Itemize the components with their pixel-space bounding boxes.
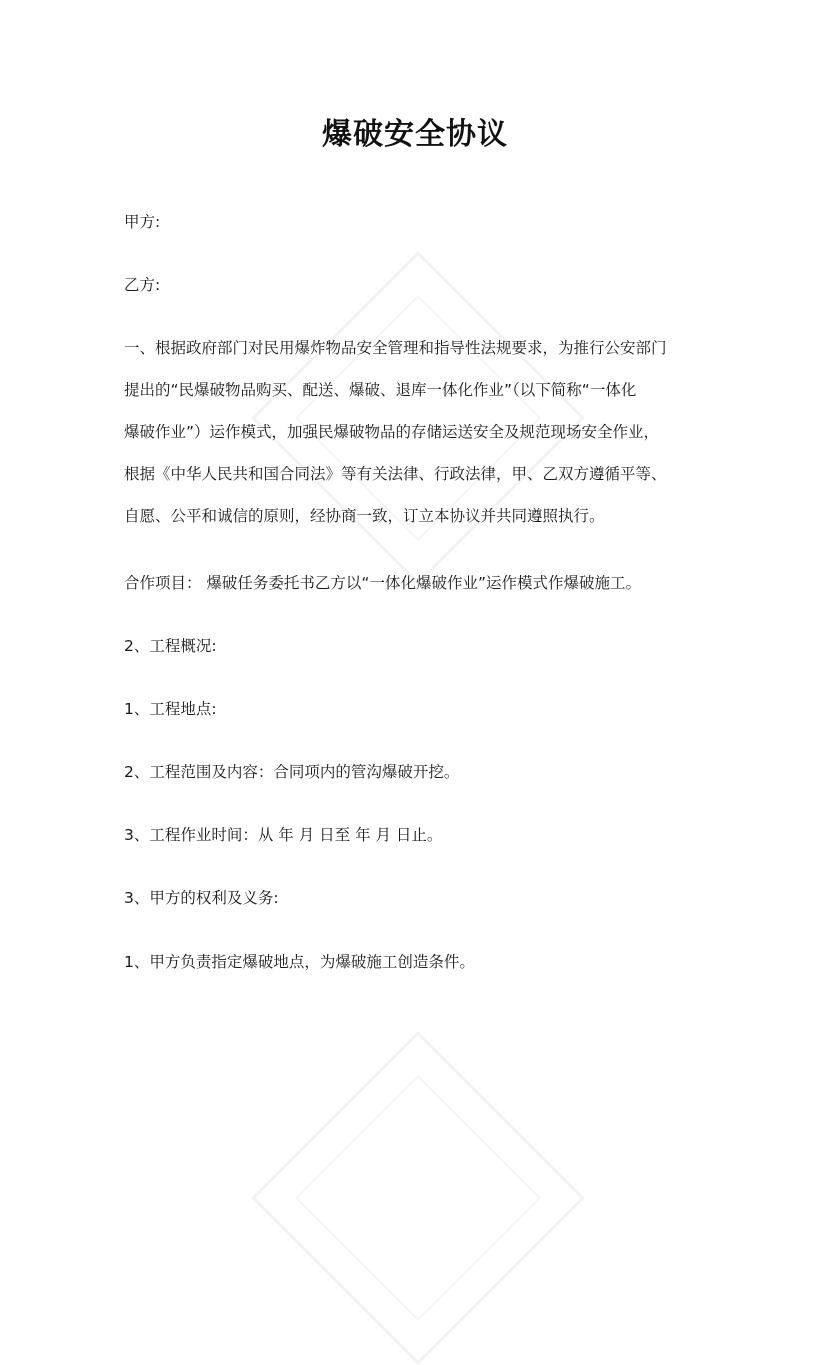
- cooperation-item: 合作项目： 爆破任务委托书乙方以“一体化爆破作业”运作模式作爆破施工。: [124, 574, 641, 592]
- intro-line: 提出的“民爆破物品购买、配送、爆破、退库一体化作业”（以下简称“一体化: [124, 381, 637, 399]
- intro-line: 自愿、公平和诚信的原则，经协商一致，订立本协议并共同遵照执行。: [124, 507, 605, 525]
- party-a-label: 甲方:: [124, 213, 161, 231]
- section-heading-project-overview: 2、工程概况:: [124, 637, 217, 655]
- project-scope-item: 2、工程范围及内容：合同项内的管沟爆破开挖。: [124, 763, 460, 781]
- intro-line: 根据《中华人民共和国合同法》等有关法律、行政法律，甲、乙双方遵循平等、: [124, 465, 667, 483]
- intro-line: 爆破作业”）运作模式，加强民爆破物品的存储运送安全及规范现场安全作业，: [124, 423, 660, 441]
- page-title: 爆破安全协议: [322, 117, 508, 152]
- project-time-item: 3、工程作业时间：从 年 月 日至 年 月 日止。: [124, 826, 443, 844]
- project-location-item: 1、工程地点:: [124, 700, 217, 718]
- party-b-label: 乙方:: [124, 276, 161, 294]
- section-heading-party-a-rights: 3、甲方的权利及义务:: [124, 889, 279, 907]
- watermark: [251, 1031, 585, 1365]
- intro-line: 一、根据政府部门对民用爆炸物品安全管理和指导性法规要求，为推行公安部门: [124, 339, 667, 357]
- watermark: [251, 251, 585, 585]
- party-a-duty-item: 1、甲方负责指定爆破地点，为爆破施工创造条件。: [124, 953, 475, 971]
